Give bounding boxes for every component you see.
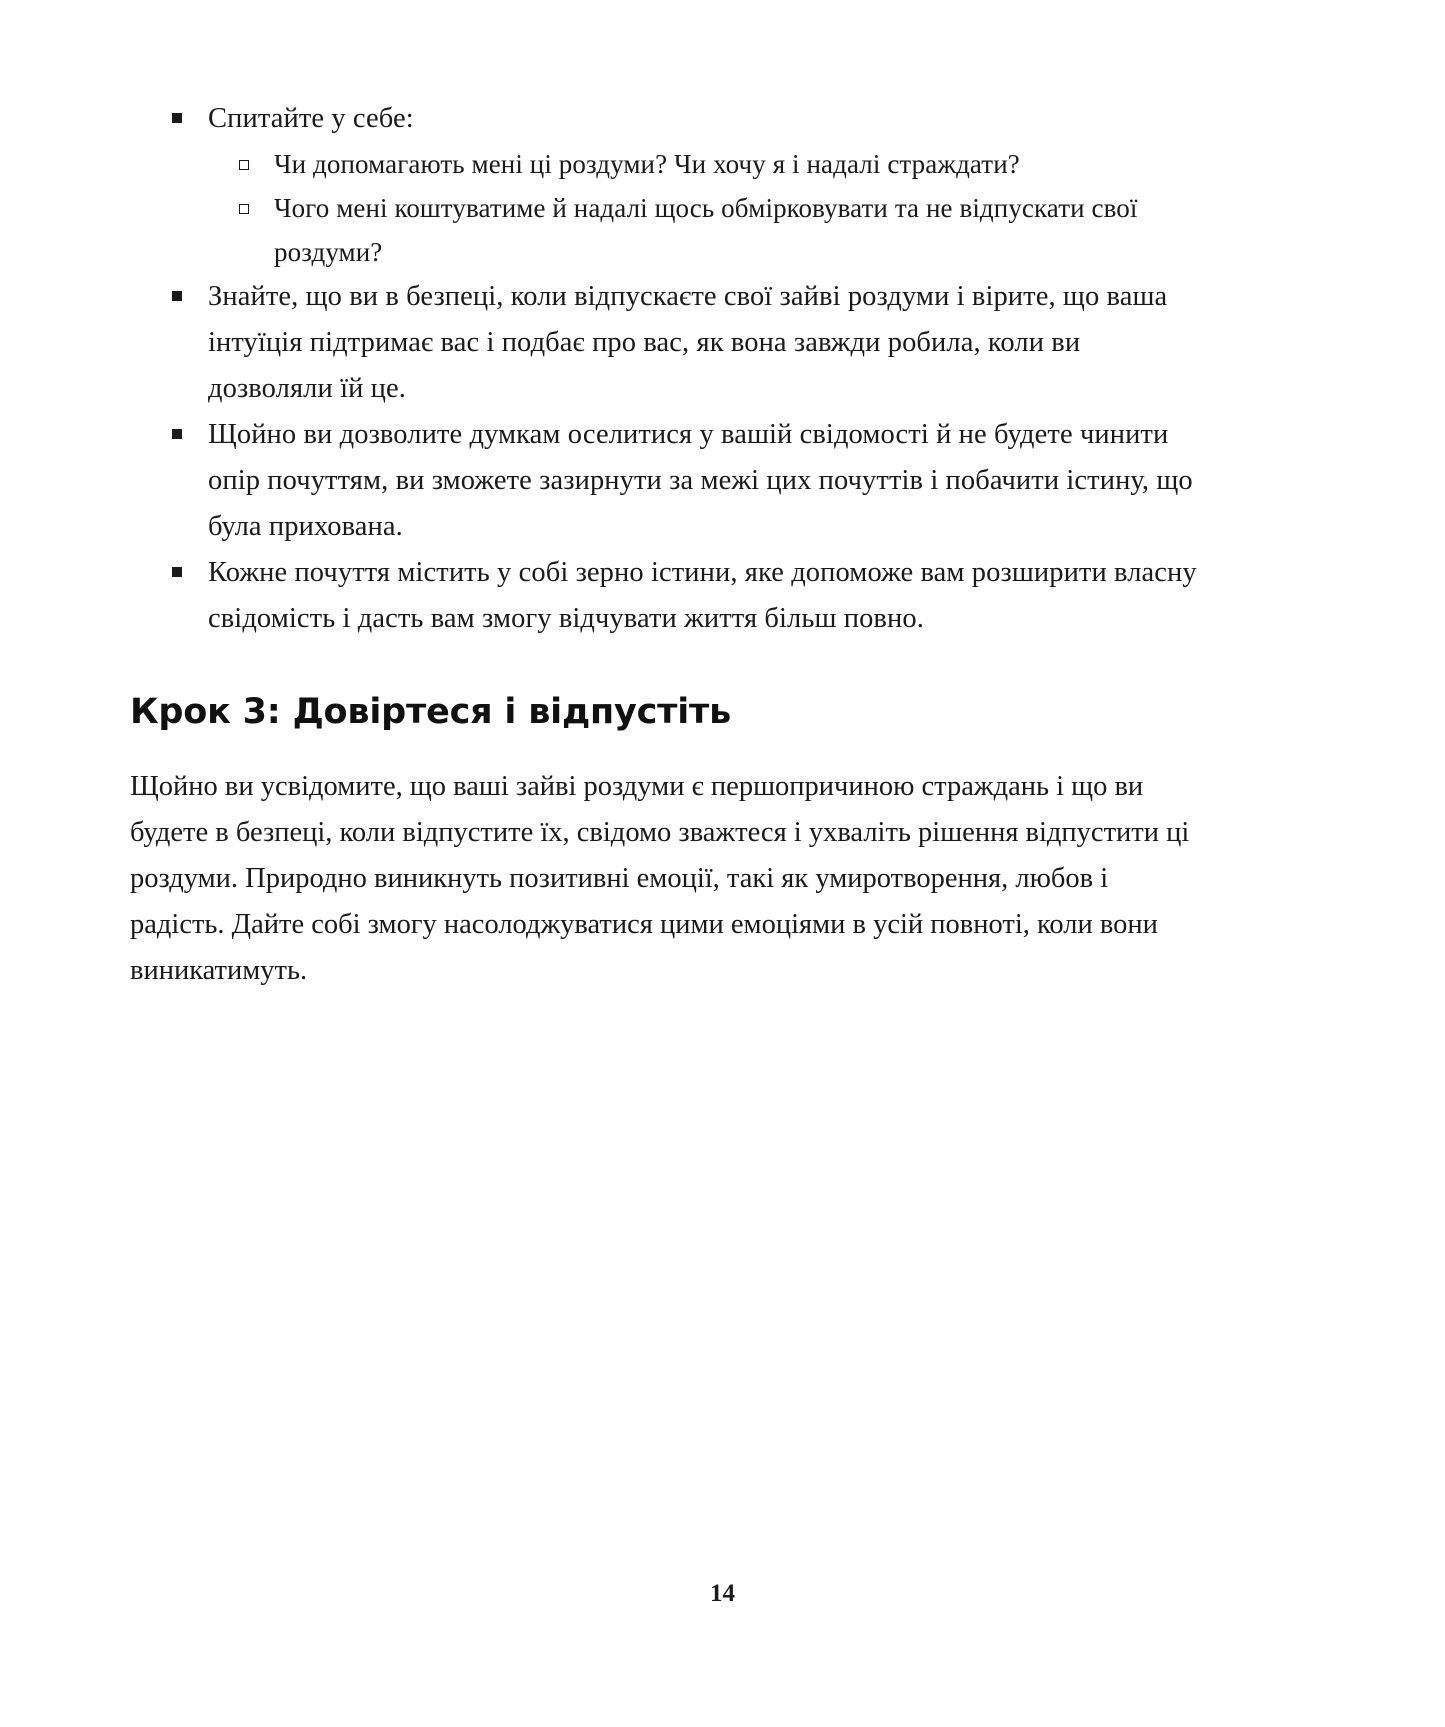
list-item-text: Кожне почуття містить у собі зерно істини, яке допоможе вам розширити власну свідомість і дасть вам змогу відчувати життя більш повно. xyxy=(208,557,1197,634)
list-item-text: Знайте, що ви в безпеці, коли відпускаєте свої зайві роздуми і вірите, що ваша інтуїція підтримає вас і подбає про вас, як вона завжди робила, коли ви дозволяли їй це. xyxy=(208,281,1168,404)
sub-list-item-text: Чи допомагають мені ці роздуми? Чи хочу я і надалі страждати? xyxy=(274,149,1020,179)
filled-square-bullet-icon xyxy=(172,567,182,577)
page-content xyxy=(130,96,1205,994)
sub-list-item xyxy=(208,142,1205,186)
hollow-square-bullet-icon xyxy=(239,160,249,170)
list-item xyxy=(130,550,1205,642)
list-item xyxy=(130,96,1205,274)
list-item-text: Спитайте у себе: xyxy=(208,103,414,134)
section-heading: Крок 3: Довіртеся і відпустіть xyxy=(130,692,732,732)
list-item xyxy=(130,412,1205,550)
list-item-text: Щойно ви дозволите думкам оселитися у вашій свідомості й не будете чинити опір почуттям, ви зможете зазирнути за межі цих почуттів і побачити істину, що була прихована. xyxy=(208,419,1193,542)
filled-square-bullet-icon xyxy=(172,291,182,301)
filled-square-bullet-icon xyxy=(172,113,182,123)
body-paragraph: Щойно ви усвідомите, що ваші зайві роздуми є першопричиною страждань і що ви будете в безпеці, коли відпустите їх, свідомо зважтеся і ухваліть рішення відпустити ці роздуми. Природно виникнуть позитивні емоції, такі як умиротворення, любов і радість. Дайте собі змогу насолоджуватися цими емоціями в усій повноті, коли вони виникатимуть. xyxy=(130,771,1190,986)
page-number: 14 xyxy=(710,1580,735,1607)
hollow-square-bullet-icon xyxy=(239,204,249,214)
list-item xyxy=(130,274,1205,412)
sub-list-item-text: Чого мені коштуватиме й надалі щось обмірковувати та не відпускати свої роздуми? xyxy=(274,193,1138,267)
sub-list-item xyxy=(208,186,1205,274)
sub-bulleted-list xyxy=(208,142,1205,274)
filled-square-bullet-icon xyxy=(172,429,182,439)
bulleted-list xyxy=(130,96,1205,642)
